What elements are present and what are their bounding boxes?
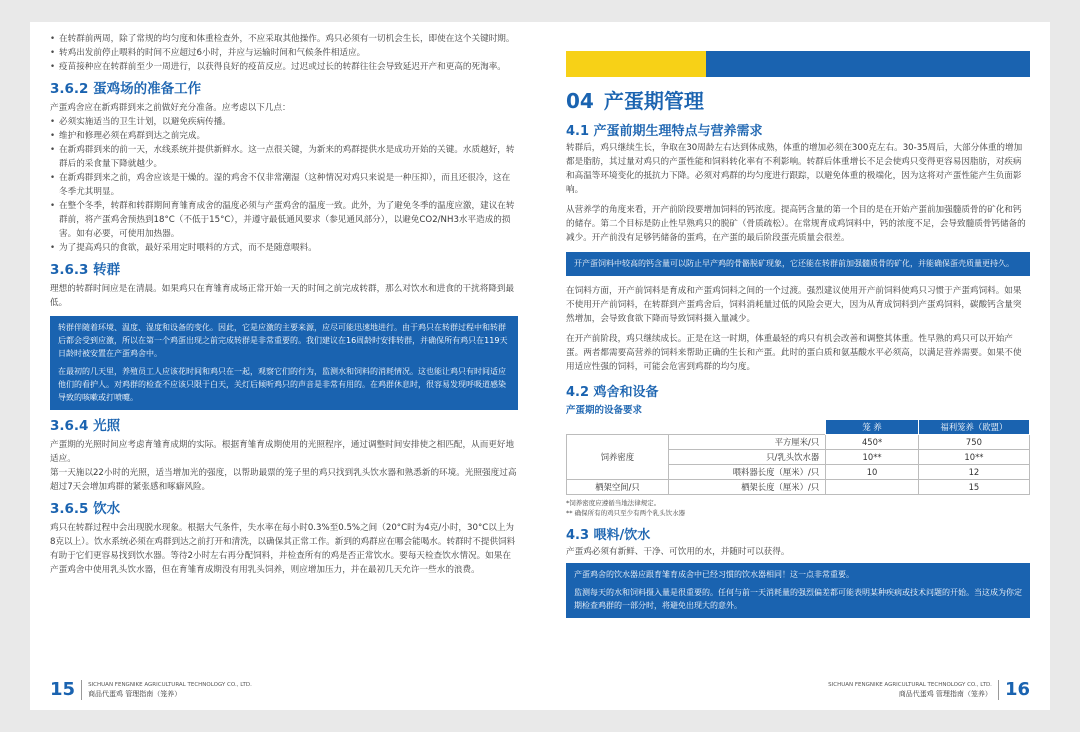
header-cell-empty [668, 420, 825, 435]
page-number: 16 [1004, 679, 1030, 700]
preparation-bullet-list [50, 115, 518, 255]
cell-eu: 12 [918, 465, 1029, 480]
chapter-title [566, 85, 1030, 114]
paragraph: 理想的转群时间应是在清晨。如果鸡只在育雏育成场正常开始一天的时间之前完成转群，那么对饮水和进食的干扰将降到最低。 [50, 284, 515, 308]
section-intro: 产蛋鸡舍应在新鸡群到来之前做好充分准备。应考虑以下几点： [50, 103, 291, 113]
table-row [567, 435, 1030, 450]
box-paragraph: 产蛋鸡舍的饮水器应跟育雏育成舍中已经习惯的饮水器相同！这一点非常重要。 [574, 570, 854, 579]
list-item: • 在整个冬季，转群和转群期间育雏育成舍的温度必须与产蛋鸡舍的温度一致。此外，为了避免冬季的温度应激，建议在转群前，将产蛋鸡舍预热到18°C（不低于15°C），并遵守最低通风要求（参见通风部分），以避免CO2/NH3水平造成的损害。如有必要，可使用加热器。 [50, 199, 518, 241]
left-page [30, 22, 540, 710]
yellow-bar [566, 51, 706, 77]
section-heading-42: 4.2 鸡舍和设备 [566, 385, 659, 400]
paragraph: 在饲料方面，开产前饲料是育成和产蛋鸡饲料之间的一个过渡。强烈建议使用开产前饲料使鸡只习惯于产蛋鸡饲料。如果不使用开产前饲料，在转群到产蛋鸡舍后，饲料消耗量过低的风险会更大，因为从育成饲料到产蛋鸡饲料，碳酸钙含量突然增加，会导致食欲下降而导致饲料摄入量减少。 [566, 286, 1022, 324]
cell-cage: 450* [826, 435, 919, 450]
page-footer [828, 679, 1030, 700]
paragraph: 产蛋鸡必须有新鲜、干净、可饮用的水，并随时可以获得。 [566, 547, 790, 557]
row-subcategory: 喂料器长度（厘米）/只 [668, 465, 825, 480]
chapter-heading: 产蛋期管理 [603, 89, 704, 113]
footer-text [88, 681, 252, 699]
list-item: • 必须实施适当的卫生计划，以避免疾病传播。 [50, 115, 518, 129]
footer-text [828, 681, 992, 699]
section-heading-41: 4.1 产蛋前期生理特点与营养需求 [566, 124, 763, 139]
footer-divider [81, 680, 82, 700]
highlight-box [566, 252, 1030, 276]
cell-cage [826, 480, 919, 495]
footer-company: SICHUAN FENGNIKE AGRICULTURAL TECHNOLOGY CO., LTD. [88, 681, 252, 688]
box-paragraph: 转群伴随着环境、温度、湿度和设备的变化。因此，它是应激的主要来源，应尽可能迅速地进行。由于鸡只在转群过程中和转群后都会受到应激，所以在第一个鸡蛋出现之前完成转群是非常重要的。我们建议在16周龄时安排转群，并确保所有鸡只在119天日龄时被安置在产蛋鸡舍中。 [58, 323, 508, 358]
table-row [567, 480, 1030, 495]
paragraph: 第一天施以22小时的光照，适当增加光的强度，以帮助最票的笼子里的鸡只找到乳头饮水器和熟悉新的环境。光照强度过高超过7天会增加鸡群的紧张感和啄癖风险。 [50, 468, 517, 492]
cell-eu: 750 [918, 435, 1029, 450]
intro-bullet-list [50, 32, 518, 74]
cell-eu: 10** [918, 450, 1029, 465]
row-subcategory: 平方厘米/只 [668, 435, 825, 450]
paragraph: 鸡只在转群过程中会出现脱水现象。根据大气条件，失水率在每小时0.3%至0.5%之间（20°C时为4克/小时，30°C以上为8克以上）。饮水系统必须在鸡群到达之前打开和清洗，以确保其正常工作。新到的鸡群应在哪会能喝水。转群时不提供饲料有助于它们更容易找到饮水器。等待2小时左右再分配饲料，并检查所有的鸡是否正常饮水。要每天检查饮水情况。如果在产蛋鸡舍中使用乳头饮水器，但在育雏育成期没有用乳头饲养，则应增加压力，并在最初几天允许一些水的浪费。 [50, 523, 516, 575]
section-heading-364: 3.6.4 光照 [50, 418, 121, 434]
footer-title: 商品代蛋鸡 管理指南（笼养） [88, 689, 182, 698]
list-item: • 在新鸡群到来的前一天，水线系统并提供新鲜水。这一点很关键，为新来的鸡群提供水是成功开始的关键。水质越好，转群后的采食量下降就越少。 [50, 143, 518, 171]
paragraph: 产蛋期的光照时间应考虑育雏育成期的实际。根据育雏育成期使用的光照程序，通过调整时间安排使之相匹配，从而更好地适应。 [50, 440, 515, 464]
page-number: 15 [50, 679, 76, 700]
row-category: 饲养密度 [567, 435, 669, 480]
paragraph: 从营养学的角度来看，开产前阶段要增加饲料的钙浓度。提高钙含量的第一个目的是在开始产蛋前加强髓质骨的矿化和钙的储存。第二个目标是防止性早熟鸡只的脱矿（骨质疏松）。在常规育成鸡饲料中，钙的浓度不足，会导致髓质骨钙储备的减少。开产前没有足够钙储备的蛋鸡，在产蛋的最后阶段蛋壳质量会很差。 [566, 205, 1026, 243]
box-paragraph: 开产蛋饲料中较高的钙含量可以防止早产鸡的骨骼脱矿现象，它还能在转群前加强髓质骨的矿化，并能确保蛋壳质量更持久。 [574, 259, 1014, 268]
equipment-table [566, 419, 1030, 495]
header-cell-eu: 福利笼养（欧盟） [918, 420, 1029, 435]
row-category: 栖架空间/只 [567, 480, 669, 495]
footer-divider [998, 680, 999, 700]
cell-eu: 15 [918, 480, 1029, 495]
page-footer [50, 679, 252, 700]
section-heading-365: 3.6.5 饮水 [50, 501, 121, 517]
cell-cage: 10** [826, 450, 919, 465]
box-paragraph: 在最初的几天里，养殖员工人应该花时间和鸡只在一起，观察它们的行为，监测水和饲料的消耗情况。这也能让鸡只有时间适应他们的看护人。对鸡群的检查不应该只限于白天，关灯后倾听鸡只的声音是非常有用的。在鸡群休息时，很容易发现呼吸道感染导致的咳嗽或打喷嚏。 [58, 367, 506, 402]
table-label: 产蛋期的设备要求 [566, 405, 643, 416]
list-item: • 在新鸡群到来之前，鸡舍应该是干燥的。湿的鸡舍不仅非常潮湿（这种情况对鸡只来说是一种压抑），而且还很冷，这在冬季尤其明显。 [50, 171, 518, 199]
list-item: • 转鸡出发前停止喂料的时间不应超过6小时，并应与运输时间和气候条件相适应。 [50, 46, 518, 60]
chapter-number: 04 [566, 89, 594, 113]
paragraph: 转群后，鸡只继续生长，争取在30周龄左右达到体成熟，体重的增加必须在300克左右。30-35周后，大部分体重的增加都是脂肪，其过量对鸡只的产蛋性能和饲料转化率有不利影响。转群后体重增长不足会使鸡只变得更容易因脂肪，对疾病和高温等环境变化的抵抗力下降。必须对鸡群的均匀度进行跟踪，以避免体重的极端化，因为这将对产蛋性能产生负面影响。 [566, 143, 1023, 195]
paragraph: 在开产前阶段，鸡只继续成长。正是在这一时期，体重最轻的鸡只有机会改善和调整其体重。性早熟的鸡只可以开始产蛋。两者都需要高营养的饲料来帮助正确的生长和产蛋。此时的蛋白质和氨基酸水平必须高，以满足营养需要。如果不使用适应性强的饲料，可能会危害到鸡群的均匀度。 [566, 334, 1022, 372]
table-header-row [567, 420, 1030, 435]
section-heading-362: 3.6.2 蛋鸡场的准备工作 [50, 81, 202, 97]
table-footnote: *饲养密度应遵循当地法律规定。 [566, 499, 661, 507]
row-subcategory: 只/乳头饮水器 [668, 450, 825, 465]
highlight-box [566, 563, 1030, 618]
box-paragraph: 监测每天的水和饲料摄入量是很重要的。任何与前一天消耗量的强烈偏差都可能表明某种疾病或技术问题的开始。当这成为你定期检查鸡群的一部分时，将避免出现大的意外。 [574, 588, 1022, 610]
list-item: • 为了提高鸡只的食欲，最好采用定时喂料的方式，而不是随意喂料。 [50, 241, 518, 255]
right-page [540, 22, 1050, 710]
list-item: • 在转群前两周，除了常规的均匀度和体重检查外，不应采取其他操作。鸡只必须有一切机会生长，即使在这个关键时期。 [50, 32, 518, 46]
highlight-box [50, 316, 518, 410]
blue-bar [706, 51, 1030, 77]
row-subcategory: 栖架长度（厘米）/只 [668, 480, 825, 495]
header-cell-empty [567, 420, 669, 435]
list-item: • 疫苗接种应在转群前至少一周进行，以获得良好的疫苗反应。过迟或过长的转群往往会导致延迟开产和更高的死淘率。 [50, 60, 518, 74]
list-item: • 维护和修理必须在鸡群到达之前完成。 [50, 129, 518, 143]
header-cell-cage: 笼 养 [826, 420, 919, 435]
cell-cage: 10 [826, 465, 919, 480]
footer-company: SICHUAN FENGNIKE AGRICULTURAL TECHNOLOGY CO., LTD. [828, 681, 992, 688]
section-heading-363: 3.6.3 转群 [50, 262, 121, 278]
footer-title: 商品代蛋鸡 管理指南（笼养） [898, 689, 992, 698]
section-heading-43: 4.3 喂料/饮水 [566, 528, 651, 543]
chapter-color-bar [566, 51, 1030, 77]
table-footnote: ** 确保所有的鸡只至少有两个乳头饮水器 [566, 509, 686, 517]
